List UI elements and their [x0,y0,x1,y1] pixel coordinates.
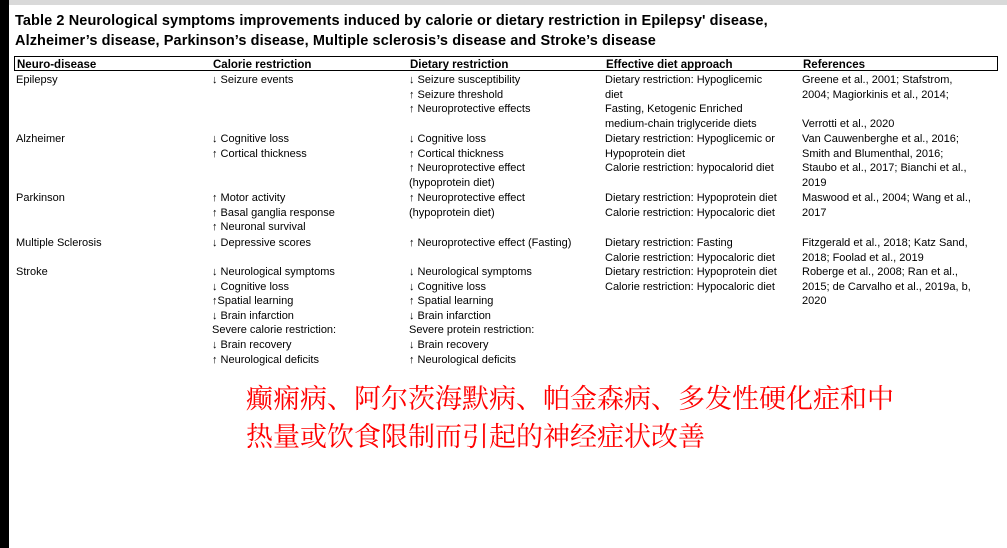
cell-line [802,102,952,117]
cell-line: Dietary restriction: Fasting [605,237,733,249]
cell-dietary [409,132,525,190]
cell-line: Dietary restriction: Hypoglicemic or [605,133,775,145]
cell-line: ↑ Neuroprotective effects [409,103,531,116]
cell-line: ↓ Cognitive loss [409,133,487,145]
cell-line: Severe protein restriction: [409,324,535,337]
cell-line: (hypoprotein diet) [409,176,495,189]
cell-line: 2020 [802,295,827,308]
cell-dietary [409,265,534,367]
cell-line: Stroke [16,266,48,278]
cell-line: ↓ Brain recovery [212,338,292,351]
cell-line: Staubo et al., 2017; Bianchi et al., [802,162,967,175]
cell-line: ↓ Cognitive loss [212,133,290,145]
cell-line: ↓ Brain infarction [409,309,491,322]
cell-line: Verrotti et al., 2020 [802,117,895,130]
cell-references [802,265,971,309]
cell-references [802,132,967,190]
cell-approach [605,236,775,265]
title-line-2: Alzheimer’s disease, Parkinson’s disease, Multiple sclerosis’s disease and Stroke’s disease [15,33,656,49]
cell-references [802,191,971,220]
cell-line: 2004; Magiorkinis et al., 2014; [802,88,949,101]
cell-line: Parkinson [16,192,65,204]
cell-line: ↑ Spatial learning [409,295,494,308]
cell-line: Dietary restriction: Hypoprotein diet [605,266,777,278]
cell-line: ↓ Brain recovery [409,338,489,351]
cell-line: ↑ Neuroprotective effect [409,192,525,204]
cell-line: Roberge et al., 2008; Ran et al., [802,266,958,278]
cell-line: ↑ Neurological deficits [409,353,516,366]
cell-disease [16,191,65,206]
title-line-1: Table 2 Neurological symptoms improvements induced by calorie or dietary restriction in Epilepsy' disease, [15,13,768,29]
cell-line: 2017 [802,206,827,219]
cell-line: Epilepsy [16,74,58,86]
cell-line: Dietary restriction: Hypoglicemic [605,74,763,86]
cell-calorie [212,191,335,235]
cell-line: Van Cauwenberghe et al., 2016; [802,133,959,145]
cell-calorie [212,132,307,161]
cell-line: Fitzgerald et al., 2018; Katz Sand, [802,237,968,249]
cell-line: medium-chain triglyceride diets [605,117,757,130]
cell-line: Smith and Blumenthal, 2016; [802,147,944,160]
header-effective-diet-approach: Effective diet approach [606,59,733,71]
cell-line: ↓ Depressive scores [212,237,312,249]
cell-line: Calorie restriction: hypocalorid diet [605,162,774,175]
cell-disease [16,265,48,280]
cell-line: ↑ Neuroprotective effect [409,162,525,175]
header-dietary-restriction: Dietary restriction [410,59,509,71]
cell-line: Severe calorie restriction: [212,324,337,337]
cell-approach [605,73,762,131]
cell-dietary [409,236,571,251]
cell-line: ↓ Cognitive loss [409,280,487,293]
left-border-bar [0,0,9,548]
cell-line: Multiple Sclerosis [16,237,102,249]
cell-line: ↓ Seizure events [212,74,294,86]
cell-line: ↓ Seizure susceptibility [409,74,521,86]
header-references: References [803,59,866,71]
table-title [15,11,1000,51]
cell-line: ↓ Brain infarction [212,309,294,322]
header-calorie-restriction: Calorie restriction [213,59,312,71]
table-header-row [14,56,998,71]
cell-line: ↓ Neurological symptoms [409,266,532,278]
cell-line: Hypoprotein diet [605,147,686,160]
header-neuro-disease: Neuro-disease [17,59,97,71]
cell-dietary [409,191,525,220]
cell-line: Greene et al., 2001; Stafstrom, [802,74,953,86]
cell-calorie [212,73,293,88]
cell-line: ↑ Neurological deficits [212,353,319,366]
cell-references [802,236,968,265]
cell-disease [16,132,65,147]
cell-line: ↑ Seizure threshold [409,88,504,101]
cell-line: 2019 [802,176,827,189]
cell-line: 2015; de Carvalho et al., 2019a, b, [802,280,971,293]
cell-disease [16,236,102,251]
cell-approach [605,191,777,220]
cell-approach [605,265,777,294]
cell-line: ↓ Cognitive loss [212,280,290,293]
cell-dietary [409,73,530,117]
cell-line: 2018; Foolad et al., 2019 [802,251,924,264]
cell-line: Maswood et al., 2004; Wang et al., [802,192,971,204]
cell-line: ↑ Neuroprotective effect (Fasting) [409,237,572,249]
cell-references [802,73,952,131]
cell-line: Dietary restriction: Hypoprotein diet [605,192,777,204]
cell-line: Calorie restriction: Hypocaloric diet [605,280,775,293]
cell-line: ↑ Cortical thickness [212,147,307,160]
cell-calorie [212,236,311,251]
chinese-caption-line-2: 热量或饮食限制而引起的神经症状改善 [246,422,705,453]
cell-line: ↑Spatial learning [212,295,294,308]
cell-line: ↑ Neuronal survival [212,221,306,234]
cell-line: Calorie restriction: Hypocaloric diet [605,206,775,219]
cell-calorie [212,265,336,367]
cell-line: ↓ Neurological symptoms [212,266,335,278]
cell-disease [16,73,58,88]
cell-line: ↑ Basal ganglia response [212,206,335,219]
top-strip [9,0,1007,5]
cell-line: diet [605,88,623,101]
chinese-caption-line-1: 癫痫病、阿尔茨海默病、帕金森病、多发性硬化症和中 [246,384,894,415]
cell-line: ↑ Cortical thickness [409,147,504,160]
cell-approach [605,132,775,176]
cell-line: (hypoprotein diet) [409,206,495,219]
cell-line: Alzheimer [16,133,65,145]
cell-line: Fasting, Ketogenic Enriched [605,103,743,116]
cell-line: Calorie restriction: Hypocaloric diet [605,251,775,264]
cell-line: ↑ Motor activity [212,192,286,204]
